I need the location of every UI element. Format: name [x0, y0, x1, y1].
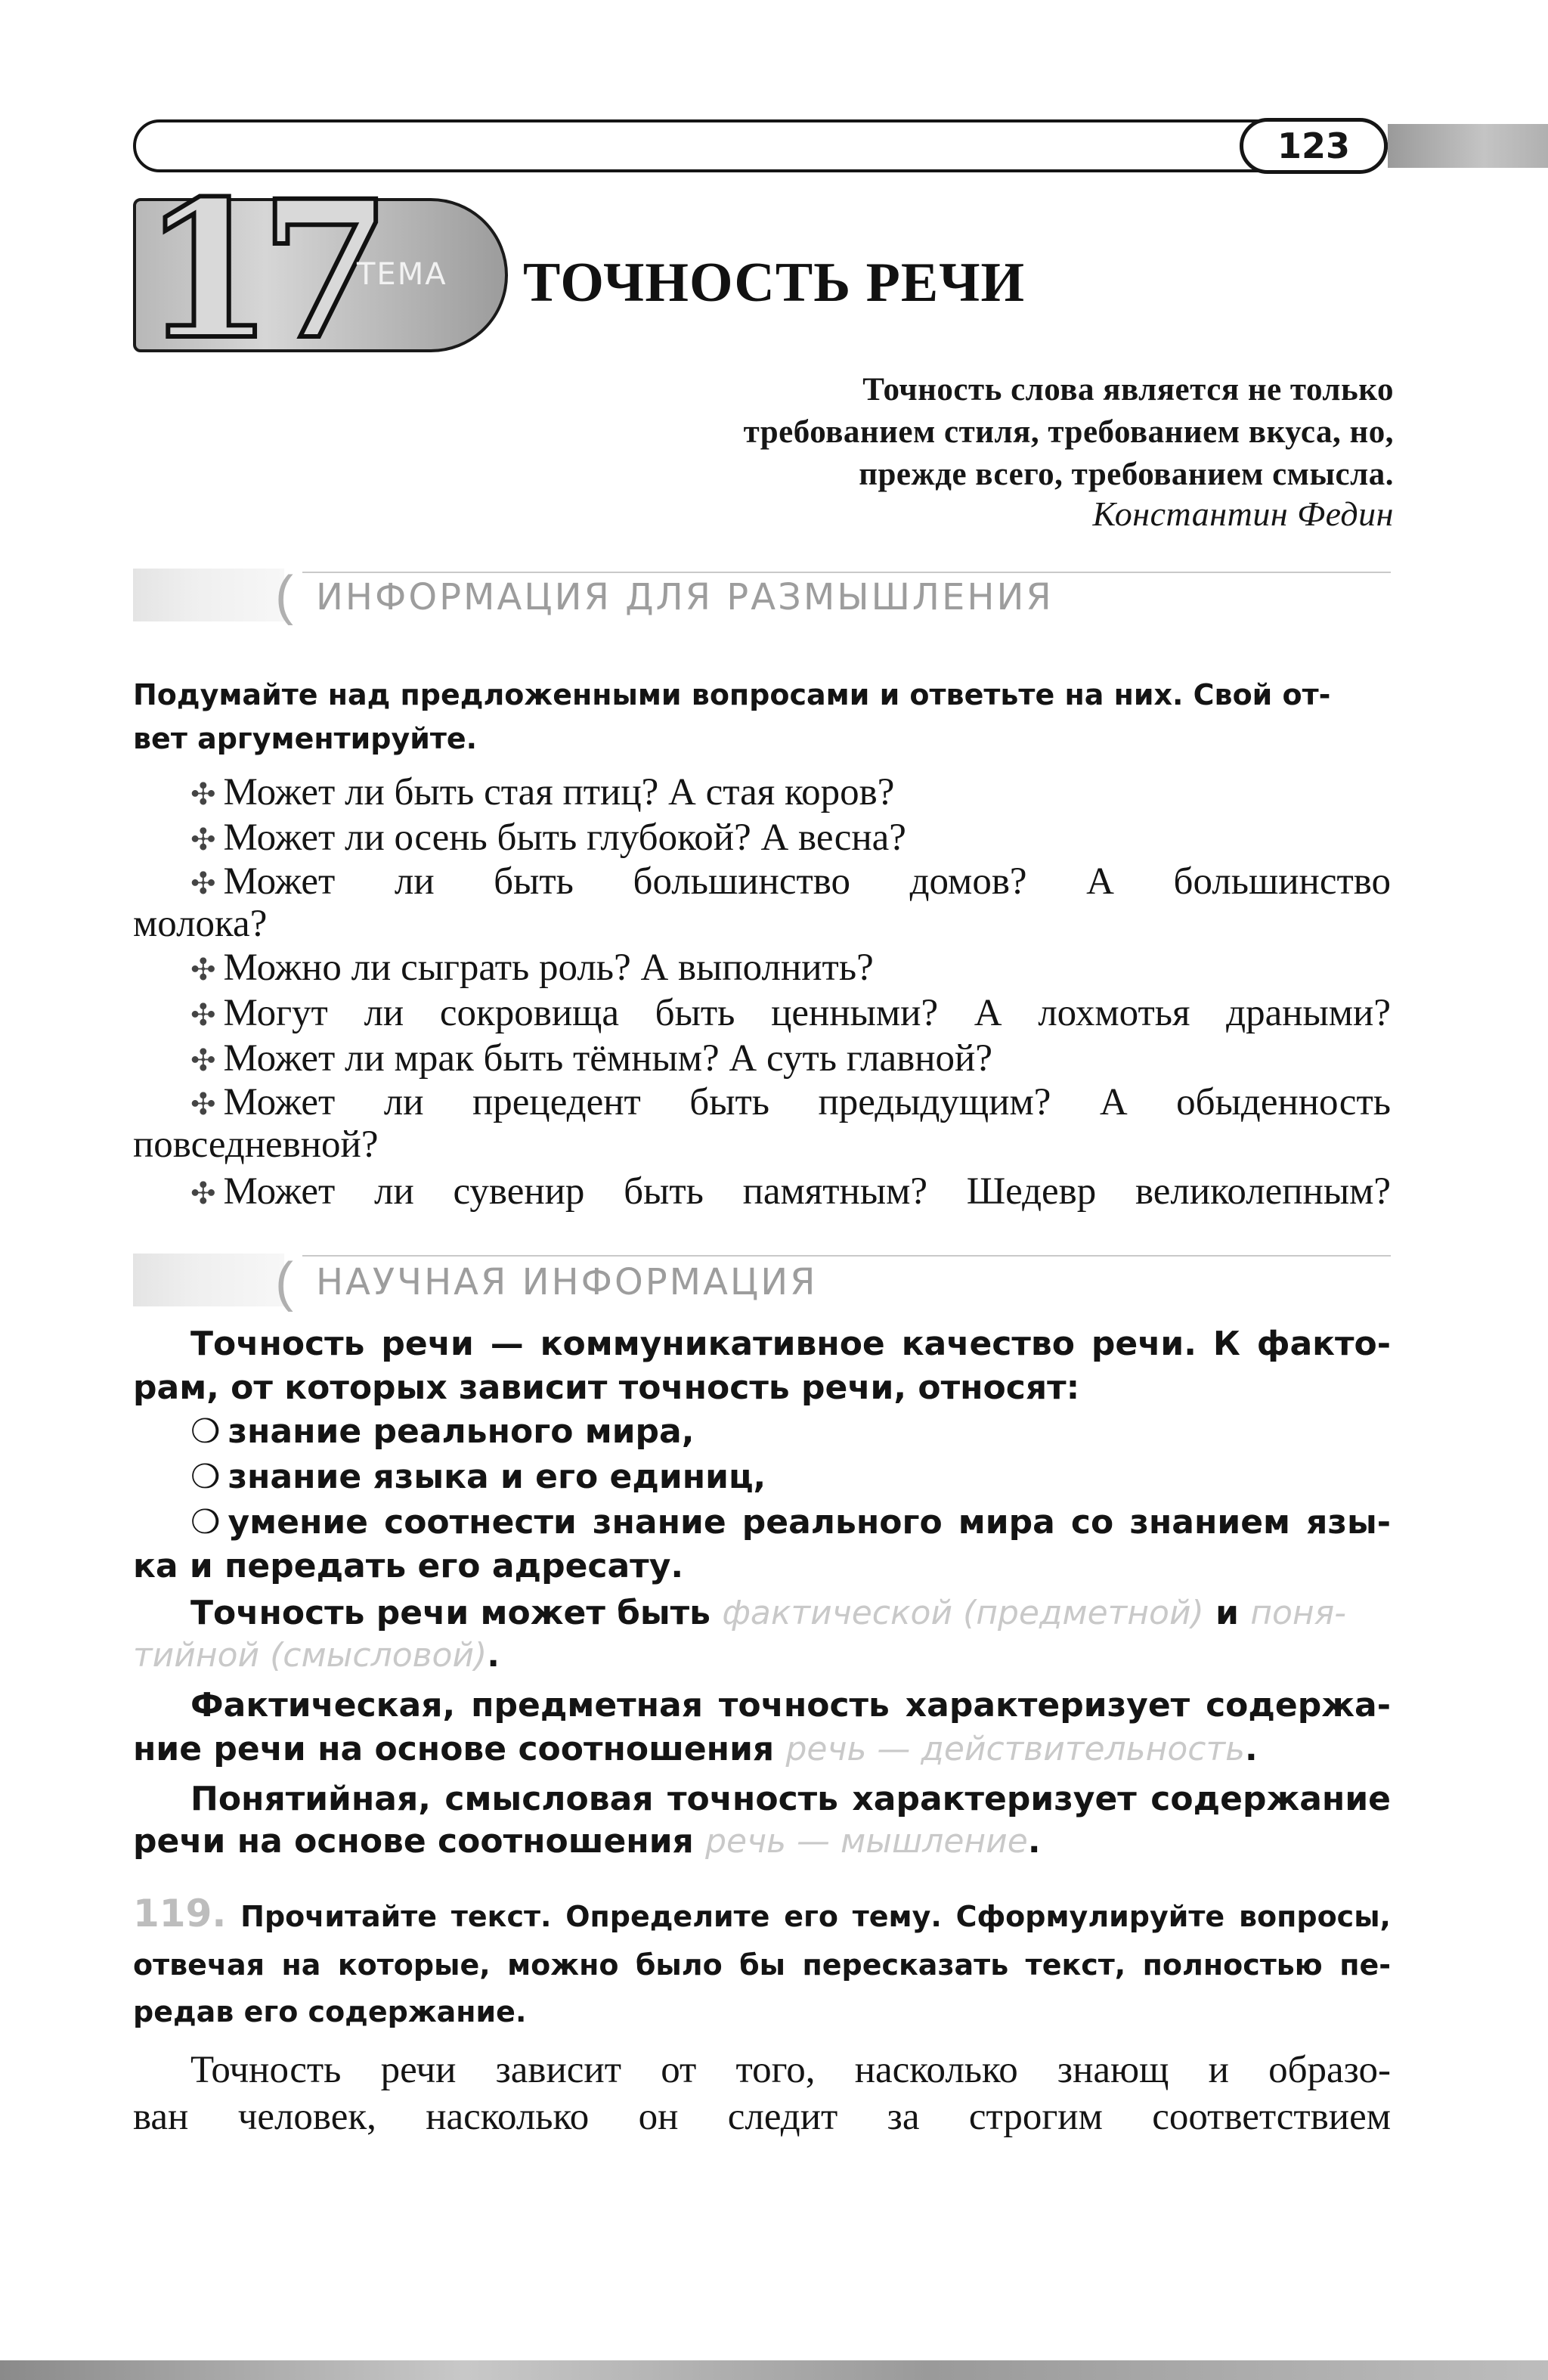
question-4: ✣ Можно ли сыграть роль? А выполнить?: [190, 947, 874, 989]
exercise-task-line-2: отвечая на которые, можно было бы пересказать текст, полностью пе-: [133, 1948, 1391, 1982]
section1-task-line-1: Подумайте над предложенными вопросами и ответьте на них. Свой от-: [133, 678, 1331, 711]
page-number: 123: [1240, 118, 1388, 174]
epigraph-line-2: требованием стиля, требованием вкуса, но,: [743, 414, 1394, 450]
sci-p3-line-2: ние речи на основе соотношения речь — действительность.: [133, 1730, 1258, 1768]
sci-item-2: ❍ знание языка и его единиц,: [190, 1458, 766, 1496]
sci-p2-line-1: Точность речи может быть фактической (предметной) и поня-: [190, 1594, 1347, 1632]
question-7-cont: повседневной?: [133, 1123, 379, 1166]
question-3: ✣ Может ли быть большинство домов? А большинство: [190, 860, 1391, 903]
sci-item-3: ❍ умение соотнести знание реального мира со знанием язы-: [190, 1503, 1391, 1542]
section1-shade: [133, 569, 284, 621]
question-7: ✣ Может ли прецедент быть предыдущим? А обыденность: [190, 1081, 1391, 1123]
bottom-scan-edge: [0, 2360, 1548, 2380]
question-8: ✣ Может ли сувенир быть памятным? Шедевр великолепным?: [190, 1170, 1391, 1213]
sci-p2-line-2: тийной (смысловой).: [133, 1636, 500, 1675]
bullet-icon: ✣: [190, 1087, 216, 1122]
epigraph-line-1: Точность слова является не только: [862, 372, 1394, 408]
header-shade: [1388, 124, 1548, 168]
bullet-icon: ✣: [190, 1043, 216, 1078]
epigraph-line-3: прежде всего, требованием смысла.: [859, 457, 1394, 492]
section1-rule: [302, 572, 1391, 573]
bullet-icon: ✣: [190, 823, 216, 857]
section2-brace-icon: (: [275, 1252, 293, 1312]
question-6: ✣ Может ли мрак быть тёмным? А суть главной?: [190, 1037, 992, 1080]
exercise-task-line-3: редав его содержание.: [133, 1995, 527, 2028]
section2-shade: [133, 1254, 284, 1306]
section2-rule: [302, 1255, 1391, 1257]
bullet-icon: ✣: [190, 777, 216, 812]
page-title: ТОЧНОСТЬ РЕЧИ: [523, 252, 1026, 314]
circle-bullet-icon: ❍: [190, 1412, 221, 1451]
circle-bullet-icon: ❍: [190, 1503, 221, 1542]
question-2: ✣ Может ли осень быть глубокой? А весна?: [190, 817, 906, 859]
section2-title: НАУЧНАЯ ИНФОРМАЦИЯ: [316, 1261, 818, 1303]
exercise-text-line-2: ван человек, насколько он следит за строгим соответствием: [133, 2096, 1391, 2138]
sci-p3-line-1: Фактическая, предметная точность характеризует содержа-: [190, 1686, 1391, 1725]
section1-task-line-2: вет аргументируйте.: [133, 722, 478, 755]
question-3-cont: молока?: [133, 903, 268, 945]
sci-item-1: ❍ знание реального мира,: [190, 1412, 695, 1451]
section1-brace-icon: (: [275, 566, 293, 626]
sci-item-3-cont: ка и передать его адресату.: [133, 1547, 684, 1585]
exercise-task-line-1: 119. Прочитайте текст. Определите его тему. Сформулируйте вопросы,: [133, 1892, 1391, 1935]
question-1: ✣ Может ли быть стая птиц? А стая коров?: [190, 771, 895, 813]
exercise-number: 119.: [133, 1892, 227, 1935]
section1-title: ИНФОРМАЦИЯ ДЛЯ РАЗМЫШЛЕНИЯ: [316, 576, 1054, 618]
bullet-icon: ✣: [190, 1176, 216, 1211]
theme-number: 17: [142, 159, 378, 381]
sci-p4-line-2: речи на основе соотношения речь — мышление.: [133, 1822, 1041, 1861]
exercise-text-line-1: Точность речи зависит от того, насколько знающ и образо-: [190, 2049, 1391, 2091]
epigraph-author: Константин Федин: [1092, 494, 1394, 533]
sci-p1-line-2: рам, от которых зависит точность речи, относят:: [133, 1368, 1080, 1407]
sci-p4-line-1: Понятийная, смысловая точность характеризует содержание: [190, 1780, 1391, 1818]
bullet-icon: ✣: [190, 866, 216, 901]
bullet-icon: ✣: [190, 998, 216, 1033]
bullet-icon: ✣: [190, 953, 216, 987]
circle-bullet-icon: ❍: [190, 1458, 221, 1496]
question-5: ✣ Могут ли сокровища быть ценными? А лохмотья драными?: [190, 992, 1391, 1034]
sci-p1-line-1: Точность речи — коммуникативное качество речи. К факто-: [190, 1325, 1391, 1363]
theme-label: ТЕМА: [357, 257, 447, 292]
